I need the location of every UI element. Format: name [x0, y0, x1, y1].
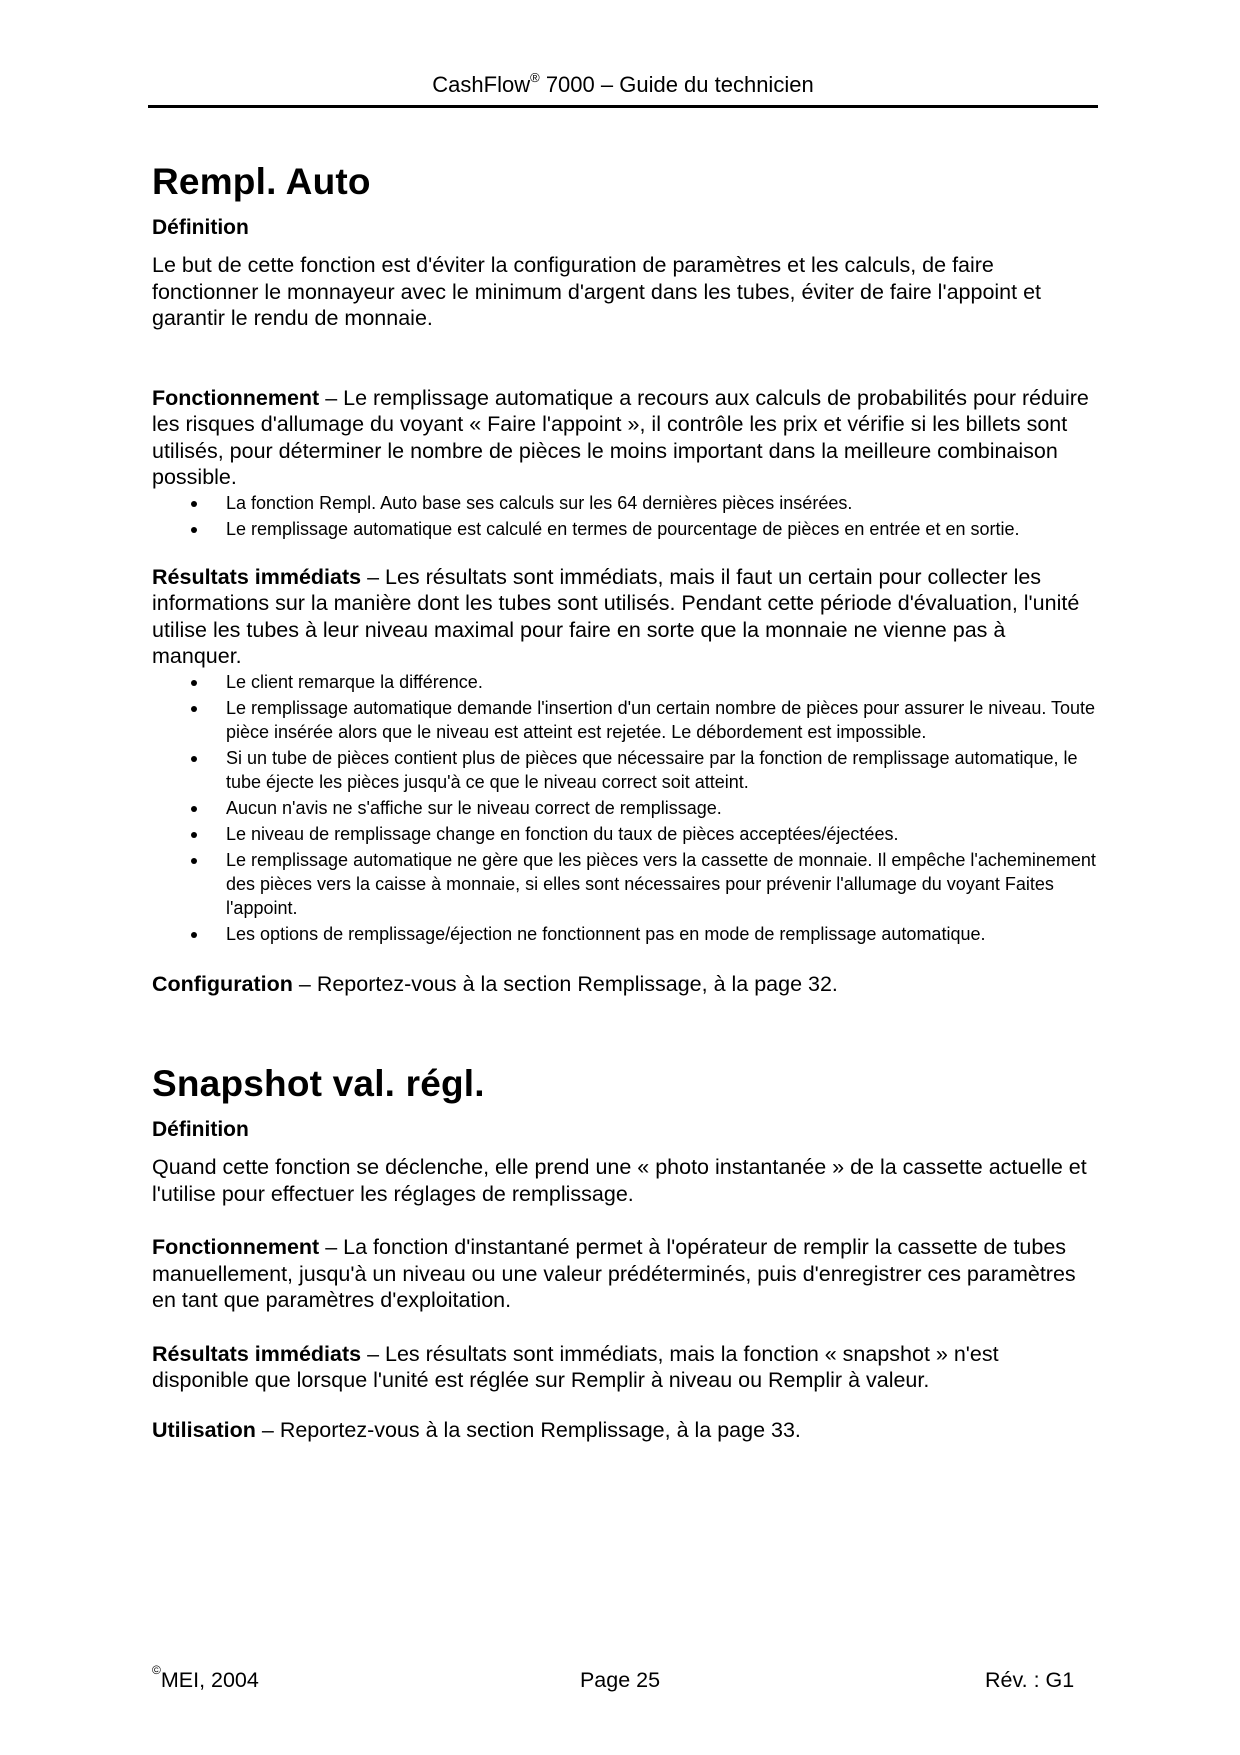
configuration-text: – Reportez-vous à la section Remplissage, à la page 32.	[292, 971, 838, 996]
list-item: Le remplissage automatique demande l'insertion d'un certain nombre de pièces pour assurer le niveau. Toute pièce insérée alors que le niveau est atteint est rejetée. Le débordement est impossible.	[152, 696, 1097, 744]
results-paragraph	[152, 1341, 1097, 1394]
usage-paragraph	[152, 1417, 1097, 1444]
list-item: Le remplissage automatique ne gère que les pièces vers la cassette de monnaie. Il empêche l'acheminement des pièces vers la caisse à monnaie, si elles sont nécessaires pour prévenir l'allumage du voyant Faites l'appoint.	[152, 848, 1097, 920]
list-item: Les options de remplissage/éjection ne fonctionnent pas en mode de remplissage automatique.	[152, 922, 1097, 946]
results-text: – Les résultats sont immédiats, mais il faut un certain pour collecter les informations sur la manière dont les tubes sont utilisés. Pendant cette période d'évaluation, l'unité utilise les tubes à leur niveau maximal pour faire en sorte que la monnaie ne vienne pas à manquer.	[152, 564, 1080, 668]
page-header	[148, 70, 1098, 97]
section-title-rempl-auto: Rempl. Auto	[152, 161, 371, 202]
copyright-mark: ©	[152, 1663, 161, 1677]
results-label: Résultats immédiats	[152, 1341, 362, 1366]
definition-text: Quand cette fonction se déclenche, elle prend une « photo instantanée » de la cassette actuelle et l'utilise pour effectuer les réglages de remplissage.	[152, 1155, 1087, 1206]
registered-mark: ®	[530, 70, 540, 85]
list-item: Le client remarque la différence.	[152, 670, 1097, 694]
header-brand: CashFlow	[432, 72, 531, 97]
results-bullet-list	[152, 670, 1097, 946]
results-text: – Les résultats sont immédiats, mais la fonction « snapshot » n'est disponible que lorsque l'unité est réglée sur Remplir à niveau ou Remplir à valeur.	[152, 1341, 999, 1392]
copyright-text: MEI, 2004	[160, 1668, 259, 1692]
configuration-paragraph	[152, 971, 1097, 998]
definition-heading: Définition	[152, 1118, 249, 1141]
list-item: Le remplissage automatique est calculé en termes de pourcentage de pièces en entrée et en sortie.	[152, 517, 1097, 541]
header-rest: 7000 – Guide du technicien	[539, 72, 814, 97]
results-label: Résultats immédiats	[152, 564, 362, 589]
operation-label: Fonctionnement	[152, 1235, 320, 1259]
list-item: Aucun n'avis ne s'affiche sur le niveau correct de remplissage.	[152, 796, 1097, 820]
section-title-snapshot: Snapshot val. régl.	[152, 1063, 485, 1104]
list-item: Le niveau de remplissage change en fonction du taux de pièces acceptées/éjectées.	[152, 822, 1097, 846]
list-item: Si un tube de pièces contient plus de pièces que nécessaire par la fonction de remplissage automatique, le tube éjecte les pièces jusqu'à ce que le niveau correct soit atteint.	[152, 746, 1097, 794]
operation-text: – La fonction d'instantané permet à l'opérateur de remplir la cassette de tubes manuellement, jusqu'à un niveau ou une valeur prédéterminés, puis d'enregistrer ces paramètres en tant que paramètres d'exploitation.	[152, 1235, 1076, 1312]
results-paragraph	[152, 564, 1097, 670]
header-rule	[148, 105, 1098, 108]
definition-heading: Définition	[152, 216, 249, 239]
operation-bullet-list	[152, 491, 1097, 541]
page-content	[152, 160, 1097, 1443]
operation-paragraph	[152, 1234, 1097, 1314]
usage-label: Utilisation	[152, 1417, 256, 1442]
operation-label: Fonctionnement	[152, 385, 320, 410]
usage-text: – Reportez-vous à la section Remplissage, à la page 33.	[255, 1417, 801, 1442]
list-item: La fonction Rempl. Auto base ses calculs sur les 64 dernières pièces insérées.	[152, 491, 1097, 515]
footer-page-number: Page 25	[579, 1668, 661, 1692]
footer-revision: Rév. : G1	[985, 1668, 1075, 1692]
configuration-label: Configuration	[152, 971, 293, 996]
definition-text: Le but de cette fonction est d'éviter la configuration de paramètres et les calculs, de faire fonctionner le monnayeur avec le minimum d'argent dans les tubes, éviter de faire l'appoint et garantir le rendu de monnaie.	[152, 253, 1042, 330]
operation-paragraph	[152, 385, 1097, 491]
operation-text: – Le remplissage automatique a recours aux calculs de probabilités pour réduire les risques d'allumage du voyant « Faire l'appoint », il contrôle les prix et vérifie si les billets sont utilisés, pour déterminer le nombre de pièces le moins important dans la meilleure combinaison possible.	[152, 385, 1089, 489]
